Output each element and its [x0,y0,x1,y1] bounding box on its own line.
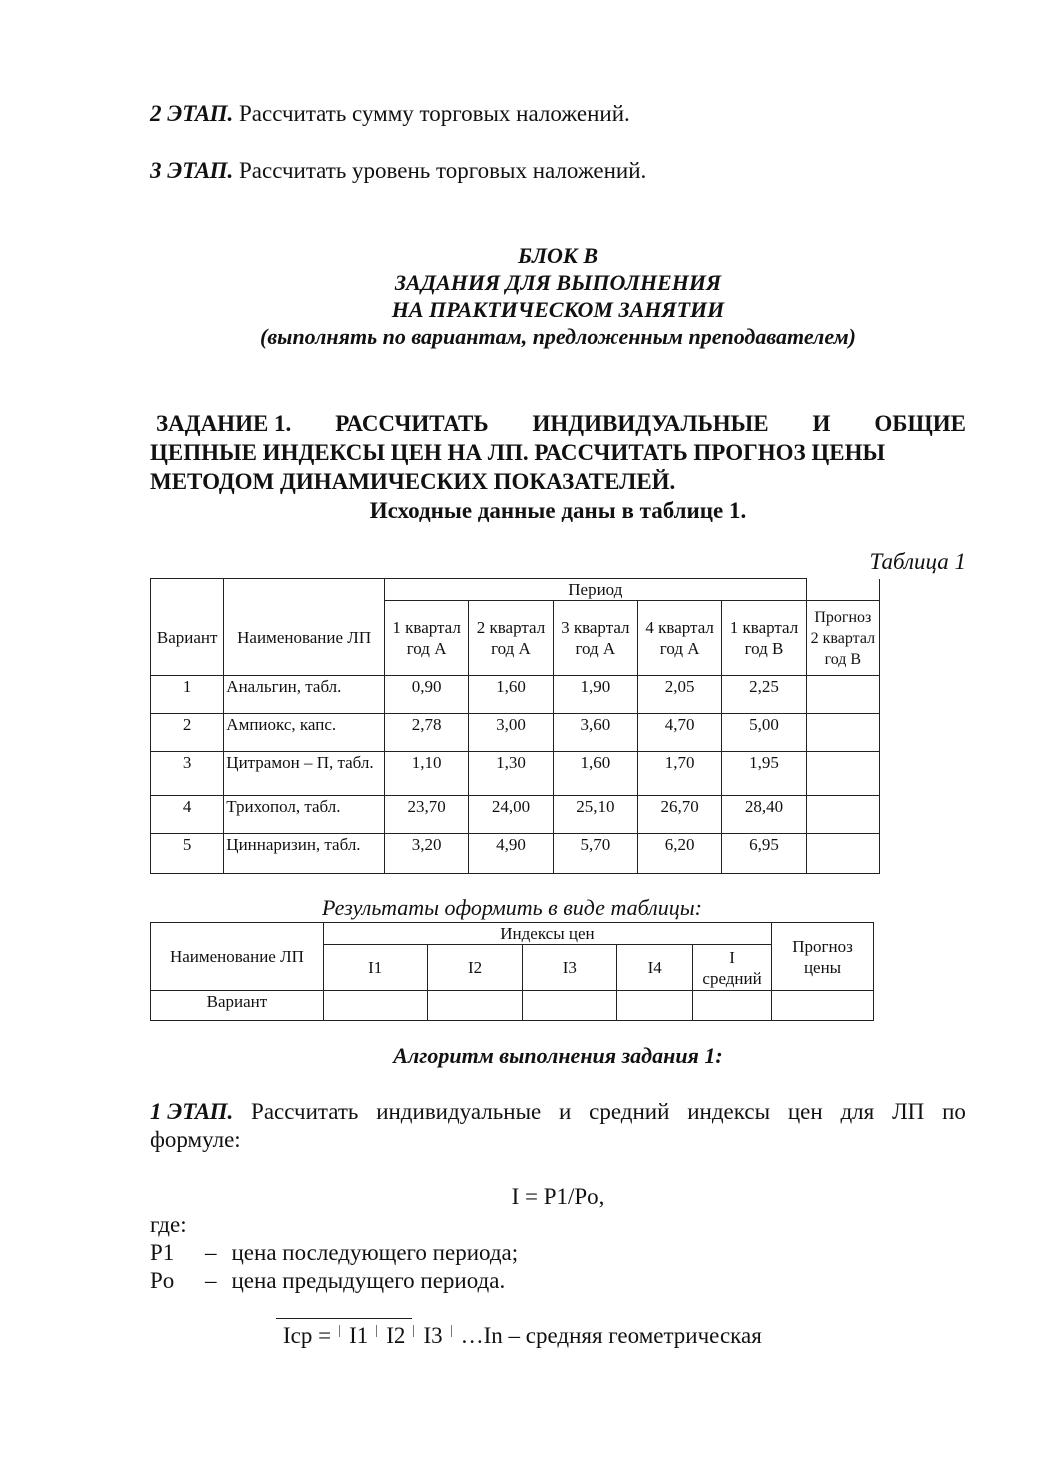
table-2 [150,922,874,1021]
table-row [151,714,880,752]
stage-1-word: по [942,1099,966,1124]
stage-1-word: индексы [687,1099,771,1124]
table-2-cell [523,991,617,1021]
table-2-cell [323,991,427,1021]
table-2-col-i3: I3 [523,945,617,991]
multiply-mark [376,1325,378,1337]
stage-3-text: Рассчитать уровень торговых наложений. [238,158,647,183]
table-1-price: 0,90 [384,676,468,714]
table-1-price: 3,00 [469,714,553,752]
table-1-caption: Таблица 1 [869,549,966,574]
table-2-cell [617,991,693,1021]
table-1-forecast-cell [806,796,879,834]
table-1-drug-name: Циннаризин, табл. [224,834,385,874]
table-row [151,676,880,714]
definition-text: цена предыдущего периода. [231,1268,506,1293]
task-1-heading [150,410,966,525]
stage-3-line [150,157,646,185]
stage-2-text: Рассчитать сумму торговых наложений. [238,101,630,126]
stage-1-word: и [559,1099,572,1124]
table-2-col-indices: Индексы цен [323,923,771,945]
geo-term: I3 [423,1323,443,1348]
algorithm-title: Алгоритм выполнения задания 1: [393,1043,723,1068]
table-1-header-row-1 [151,579,880,601]
table-1-price: 24,00 [469,796,553,834]
geo-tail: …In – средняя геометрическая [460,1323,762,1348]
stage-1-line-2: формуле: [150,1127,241,1152]
stage-2-line [150,100,630,128]
table-2-header-row-1 [151,923,874,945]
table-1-price: 3,20 [384,834,468,874]
table-2-col-forecast: Прогноз цены [772,923,874,991]
stage-1-word: цен [787,1099,823,1124]
table-1-price: 25,10 [553,796,637,834]
table-2-col-i2: I2 [427,945,523,991]
table-1-drug-name: Анальгин, табл. [224,676,385,714]
table-1-variant: 1 [151,676,224,714]
geo-term: I1 [349,1323,369,1348]
table-2-col-i-average: I средний [693,945,772,991]
block-heading [150,242,966,350]
table-1-period: 2 квартал год А [469,601,553,676]
stage-1-line [150,1098,966,1126]
multiply-mark [413,1325,415,1337]
definition-symbol: Po [150,1268,175,1293]
table-1-forecast-spacer [806,579,879,601]
task-1-word: И [812,411,831,436]
table-1-variant: 4 [151,796,224,834]
multiply-mark [451,1325,453,1337]
table-row [151,752,880,796]
definition-symbol: P1 [150,1240,175,1265]
formula-geometric-mean [283,1322,762,1350]
block-subtitle-2: НА ПРАКТИЧЕСКОМ ЗАНЯТИИ [391,297,725,322]
table-1 [150,578,880,874]
table-1-period: 3 квартал год А [553,601,637,676]
task-1-word: ЗАДАНИЕ 1. [156,411,292,436]
table-1-period: 1 квартал год В [722,601,806,676]
table-1-price: 6,20 [637,834,721,874]
task-1-word: РАССЧИТАТЬ [335,411,489,436]
table-2-cell [772,991,874,1021]
geo-term: I2 [386,1323,406,1348]
table-1-col-period: Период [384,579,806,601]
definition-p1 [150,1239,518,1267]
table-1-variant: 2 [151,714,224,752]
stage-1-word: ЛП [892,1099,925,1124]
table-row [151,796,880,834]
table-1-period: 4 квартал год А [637,601,721,676]
table-1-price: 1,60 [553,752,637,796]
table-1-price: 1,70 [637,752,721,796]
table-1-price: 2,05 [637,676,721,714]
table-1-price: 5,70 [553,834,637,874]
stage-1-word: для [840,1099,875,1124]
table-1-forecast-cell [806,714,879,752]
table-2-cell [693,991,772,1021]
table-1-price: 4,90 [469,834,553,874]
table-1-price: 2,78 [384,714,468,752]
stage-1-word: средний [589,1099,670,1124]
table-1-price: 23,70 [384,796,468,834]
table-1-price: 28,40 [722,796,806,834]
table-1-price: 1,60 [469,676,553,714]
geo-lhs: Iср = [283,1323,332,1348]
table-2-caption: Результаты оформить в виде таблицы: [322,895,702,920]
table-1-variant: 5 [151,834,224,874]
table-1-price: 1,95 [722,752,806,796]
stage-2-label: 2 ЭТАП. [150,101,234,126]
block-note: (выполнять по вариантам, предложенным преподавателем) [260,324,856,349]
stage-1-word: индивидуальные [376,1099,542,1124]
table-2-col-i4: I4 [617,945,693,991]
table-1-forecast-cell [806,834,879,874]
definition-po [150,1267,505,1295]
table-1-price: 26,70 [637,796,721,834]
task-1-source-note: Исходные данные даны в таблице 1. [369,498,747,523]
table-1-price: 3,60 [553,714,637,752]
table-2-col-i1: I1 [323,945,427,991]
table-1-price: 1,90 [553,676,637,714]
definition-text: цена последующего периода; [231,1240,519,1265]
definition-dash: – [205,1240,217,1265]
table-1-period: 1 квартал год А [384,601,468,676]
table-1-price: 1,30 [469,752,553,796]
table-row [151,991,874,1021]
table-1-forecast-header: Прогноз 2 квартал год В [806,601,879,676]
task-1-title-line-3: МЕТОДОМ ДИНАМИЧЕСКИХ ПОКАЗАТЕЛЕЙ. [150,469,676,494]
table-1-price: 1,10 [384,752,468,796]
table-1-col-name: Наименование ЛП [224,579,385,676]
radical-mark [339,1325,341,1337]
table-1-drug-name: Ампиокс, капс. [224,714,385,752]
stage-1-word: Рассчитать [251,1099,359,1124]
task-1-title-line-2: ЦЕПНЫЕ ИНДЕКСЫ ЦЕН НА ЛП. РАССЧИТАТЬ ПРОГНОЗ ЦЕНЫ [150,440,886,465]
table-1-price: 4,70 [637,714,721,752]
block-subtitle-1: ЗАДАНИЯ ДЛЯ ВЫПОЛНЕНИЯ [394,270,722,295]
task-1-word: ИНДИВИДУАЛЬНЫЕ [532,411,769,436]
block-title: БЛОК В [517,243,599,268]
table-2-cell [427,991,523,1021]
stage-3-label: 3 ЭТАП. [150,158,234,183]
table-1-col-variant: Вариант [151,579,224,676]
table-1-forecast-cell [806,752,879,796]
table-1-variant: 3 [151,752,224,796]
table-1-drug-name: Цитрамон – П, табл. [224,752,385,796]
formula-index: I = P1/Po, [511,1184,605,1209]
stage-1-label: 1 ЭТАП. [150,1099,234,1124]
task-1-title-row-1 [150,410,966,438]
definition-dash: – [205,1268,217,1293]
table-1-price: 6,95 [722,834,806,874]
table-2-row-label: Вариант [151,991,324,1021]
radical-overline [276,1318,412,1319]
table-row [151,834,880,874]
table-1-drug-name: Трихопол, табл. [224,796,385,834]
table-1-price: 5,00 [722,714,806,752]
table-1-forecast-cell [806,676,879,714]
where-label: где: [150,1212,187,1237]
task-1-word: ОБЩИЕ [874,411,966,436]
table-1-price: 2,25 [722,676,806,714]
table-2-col-name: Наименование ЛП [151,923,324,991]
